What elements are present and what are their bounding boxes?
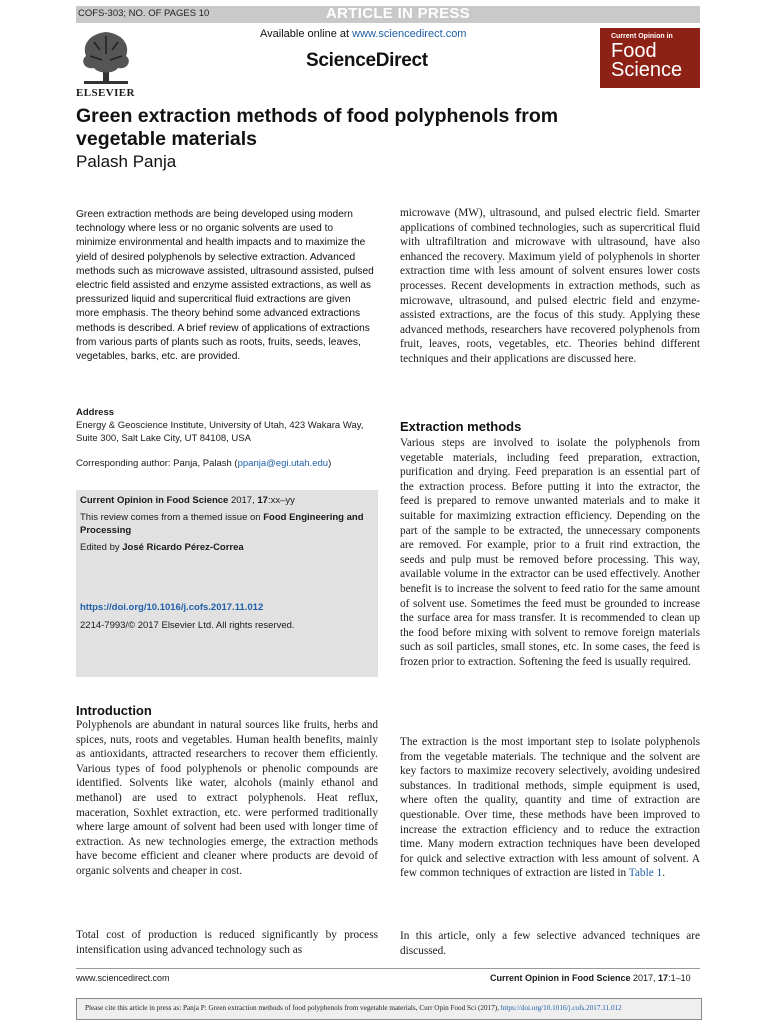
address-text: Energy & Geoscience Institute, University of Utah, 423 Wakara Way, Suite 300, Salt Lake City, UT 84108, USA (76, 420, 364, 444)
cite-notice-box (76, 998, 702, 1020)
article-in-press-bar (76, 6, 700, 23)
intro-paragraph-3: microwave (MW), ultrasound, and pulsed electric field. Smarter applications of combined technologies, such as supercritical fluid with ultrafiltration and microwave with ultrasound, have also enhanced the recovery. Maximum yield of polyphenols in shorter extraction time with less amount of solvent ensures lower costs processes. Recent developments in extraction methods, such as microwave, ultrasound, and pulsed electric field and enzyme-assisted extractions, are the focus of this study. Applying these advanced methods, researchers have recovered polyphenols from fruit, leaves, roots, vegetables, etc. Theories behind different techniques and their applications are discussed here. (400, 207, 700, 365)
sciencedirect-wordmark: ScienceDirect (306, 50, 428, 71)
extraction-methods-heading: Extraction methods (400, 419, 522, 434)
journal-badge-line2: Science (611, 59, 683, 81)
doi-link[interactable]: https://doi.org/10.1016/j.cofs.2017.11.012 (80, 602, 264, 613)
footer-volume: 17 (658, 973, 669, 983)
extraction-paragraph-2-end: . (662, 867, 666, 880)
article-author: Palash Panja (76, 152, 177, 171)
info-journal: Current Opinion in Food Science (80, 495, 229, 506)
corresponding-prefix: Corresponding author: Panja, Palash ( (76, 458, 238, 469)
intro-paragraph-1: Polyphenols are abundant in natural sources like fruits, herbs and spices, nuts, roots and vegetables. Human health benefits, mainly as antioxidants, attracted researchers to recover them efficiently. Various types of food polyphenols or phenolic compounds are identified. Solvents like water, alcohols (mainly ethanol and methanol) are used to extract polyphenols. Heat reflux, maceration, Soxhlet extraction, etc. were performed traditionally where large amount of solvent had been used with longer time of extraction. As new technologies emerge, the extraction methods have become efficient and cleaner where products are devoid of organic solvents and cheaper in cost. (76, 719, 378, 877)
corresponding-author (76, 458, 331, 469)
info-year: 2017, (228, 495, 258, 506)
article-title: Green extraction methods of food polyphenols from vegetable materials (76, 105, 559, 150)
info-theme-name: Food Engineering and Processing (80, 512, 364, 536)
sciencedirect-link[interactable]: www.sciencedirect.com (352, 28, 467, 40)
info-pages: :xx–yy (267, 495, 295, 506)
extraction-paragraph-2-text: The extraction is the most important step to isolate polyphenols from the vegetable materials. The technique and the solvent are key factors to maximize recovery selectively, avoiding undesired substances. In traditional methods, simple equipment is used, where often the quality, quantity and time of extraction are questionable. Over time, these methods have been improved to increase the extraction efficiency and to reduce the extraction time. Many modern extraction techniques have been developed for quick and selective extraction with less amount of solvent. A few common techniques of extraction are listed in (400, 736, 700, 880)
elsevier-tree-icon (76, 28, 136, 88)
footer-journal: Current Opinion in Food Science (490, 973, 631, 983)
introduction-heading: Introduction (76, 703, 152, 718)
cite-notice-text: Please cite this article in press as: Panja P: Green extraction methods of food polyphenols from vegetable materials, Curr Opin Food Sci (2017), (85, 1004, 501, 1012)
address-heading: Address (76, 407, 115, 418)
abstract: Green extraction methods are being developed using modern technology where less or no organic solvents are used to minimize environmental and health impacts and to maximize the yield of desired polyphenols by selective extraction. Advanced methods such as microwave assisted, ultrasound assisted, pulsed electric field assisted and enzyme assisted extractions, as well as pressurized liquid and supercritical fluid extractions are given more emphasis. The theory behind some advanced extractions methods is described. A brief review of applications of extractions from various parts of plants such as roots, fruits, seeds, leaves, vegetables, barks, etc. are provided. (76, 209, 374, 363)
available-online (260, 28, 466, 40)
intro-paragraph-2: Total cost of production is reduced significantly by process intensification using advanced technology such as (76, 929, 378, 956)
extraction-paragraph-3: In this article, only a few selective advanced techniques are discussed. (400, 930, 700, 957)
info-citation (80, 495, 295, 506)
corresponding-suffix: ) (328, 458, 332, 469)
cite-doi-link[interactable]: https://doi.org/10.1016/j.cofs.2017.11.012 (500, 1004, 622, 1012)
footer-citation (490, 973, 691, 983)
footer-year: 2017, (630, 973, 659, 983)
publisher-name: ELSEVIER (76, 87, 135, 99)
journal-badge-line1: Food (611, 40, 657, 62)
info-theme (80, 512, 372, 537)
footer-divider (76, 968, 700, 969)
info-theme-prefix: This review comes from a themed issue on (80, 512, 264, 523)
article-in-press-label: ARTICLE IN PRESS (326, 5, 470, 22)
journal-badge-small: Current Opinion in (611, 33, 673, 40)
info-volume: 17 (257, 495, 268, 506)
info-editor-name: José Ricardo Pérez-Correa (122, 542, 244, 553)
doc-code: COFS-303; NO. OF PAGES 10 (78, 8, 210, 19)
extraction-paragraph-1: Various steps are involved to isolate the polyphenols from vegetable materials, including feed preparation, extraction, purification and drying. Feed preparation is an essential part of the extraction process. Before putting it into the extractor, the feed is prepared to remove unwanted materials and to make it suitable for maximizing extraction efficiency. Depending on the part of the sample to be extracted, the unnecessary components are removed. For example, prior to a fruit rind extraction, the seeds and pulp must be removed before processing. This way, available volume in the extractor can be used effectively. Another benefit is to increase the solvent to feed ratio for the same amount of solvent use. Sometimes the feed must be grounded to increase the surface area for mass transfer. It is recommended to clean up the food before mixing with solvent to remove foreign materials such as soil particles, small stones, etc. In some cases, the feed is frozen prior to extraction. Softening the feed is usually required. (400, 437, 700, 668)
copyright: 2214-7993/© 2017 Elsevier Ltd. All rights reserved. (80, 620, 295, 631)
author-email-link[interactable]: ppanja@egi.utah.edu (237, 458, 329, 469)
info-edited-prefix: Edited by (80, 542, 123, 553)
extraction-paragraph-2 (400, 735, 700, 881)
table-1-link[interactable]: Table 1 (628, 867, 663, 880)
available-prefix: Available online at (260, 28, 353, 40)
footer-site[interactable]: www.sciencedirect.com (76, 973, 170, 983)
journal-badge (600, 28, 700, 88)
cite-notice (85, 1004, 622, 1012)
footer-pages: :1–10 (668, 973, 691, 983)
article-info-box (76, 490, 378, 677)
info-editor (80, 542, 244, 553)
